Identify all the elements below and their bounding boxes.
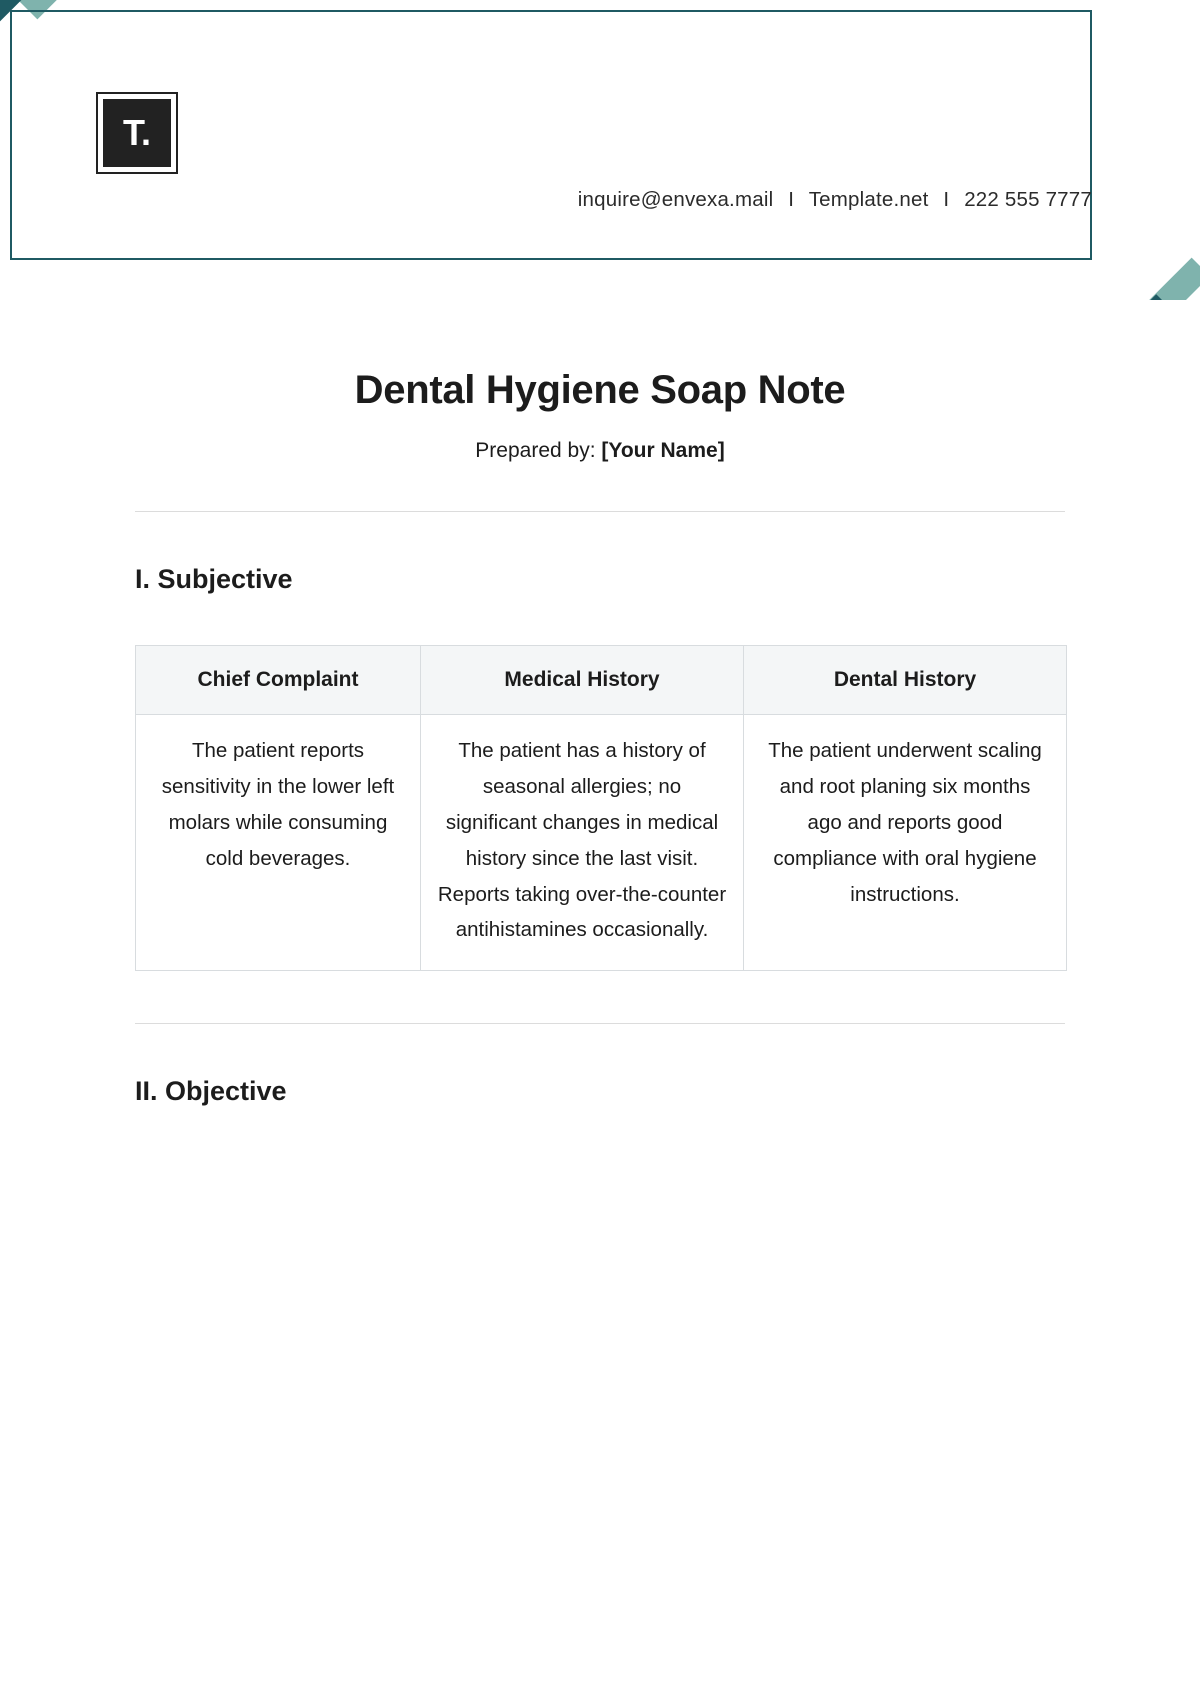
prepared-by — [0, 439, 1200, 463]
contact-phone: 222 555 7777 — [964, 188, 1092, 211]
contact-separator-2: I — [943, 188, 950, 211]
ribbon-band-light — [979, 258, 1200, 300]
table-cell-chief-complaint: The patient reports sensitivity in the lower left molars while consuming cold beverages. — [136, 715, 421, 971]
table-header-cell: Medical History — [421, 646, 744, 715]
section-heading-objective: II. Objective — [135, 1076, 287, 1107]
divider-bottom — [135, 1023, 1065, 1024]
table-header-cell: Chief Complaint — [136, 646, 421, 715]
contact-separator-1: I — [788, 188, 795, 211]
contact-email: inquire@envexa.mail — [577, 188, 774, 211]
contact-website: Template.net — [808, 188, 929, 211]
prepared-by-value: [Your Name] — [601, 439, 725, 462]
table-row — [136, 715, 1067, 971]
subjective-table — [135, 645, 1067, 971]
table-cell-dental-history: The patient underwent scaling and root planing six months ago and reports good compliance with oral hygiene instructions. — [744, 715, 1067, 971]
prepared-by-label: Prepared by: — [475, 439, 596, 462]
table-header-row — [136, 646, 1067, 715]
section-heading-subjective: I. Subjective — [135, 564, 293, 594]
divider-top — [135, 511, 1065, 512]
document-body — [0, 300, 1200, 1107]
brand-logo-text: T. — [103, 99, 171, 167]
brand-logo — [96, 92, 178, 174]
table-header-cell: Dental History — [744, 646, 1067, 715]
header-contact-info — [578, 188, 1092, 212]
page-title: Dental Hygiene Soap Note — [354, 368, 846, 412]
table-cell-medical-history: The patient has a history of seasonal allergies; no significant changes in medical history since the last visit. Reports taking over-the-counter antihistamines occasionally. — [421, 715, 744, 971]
